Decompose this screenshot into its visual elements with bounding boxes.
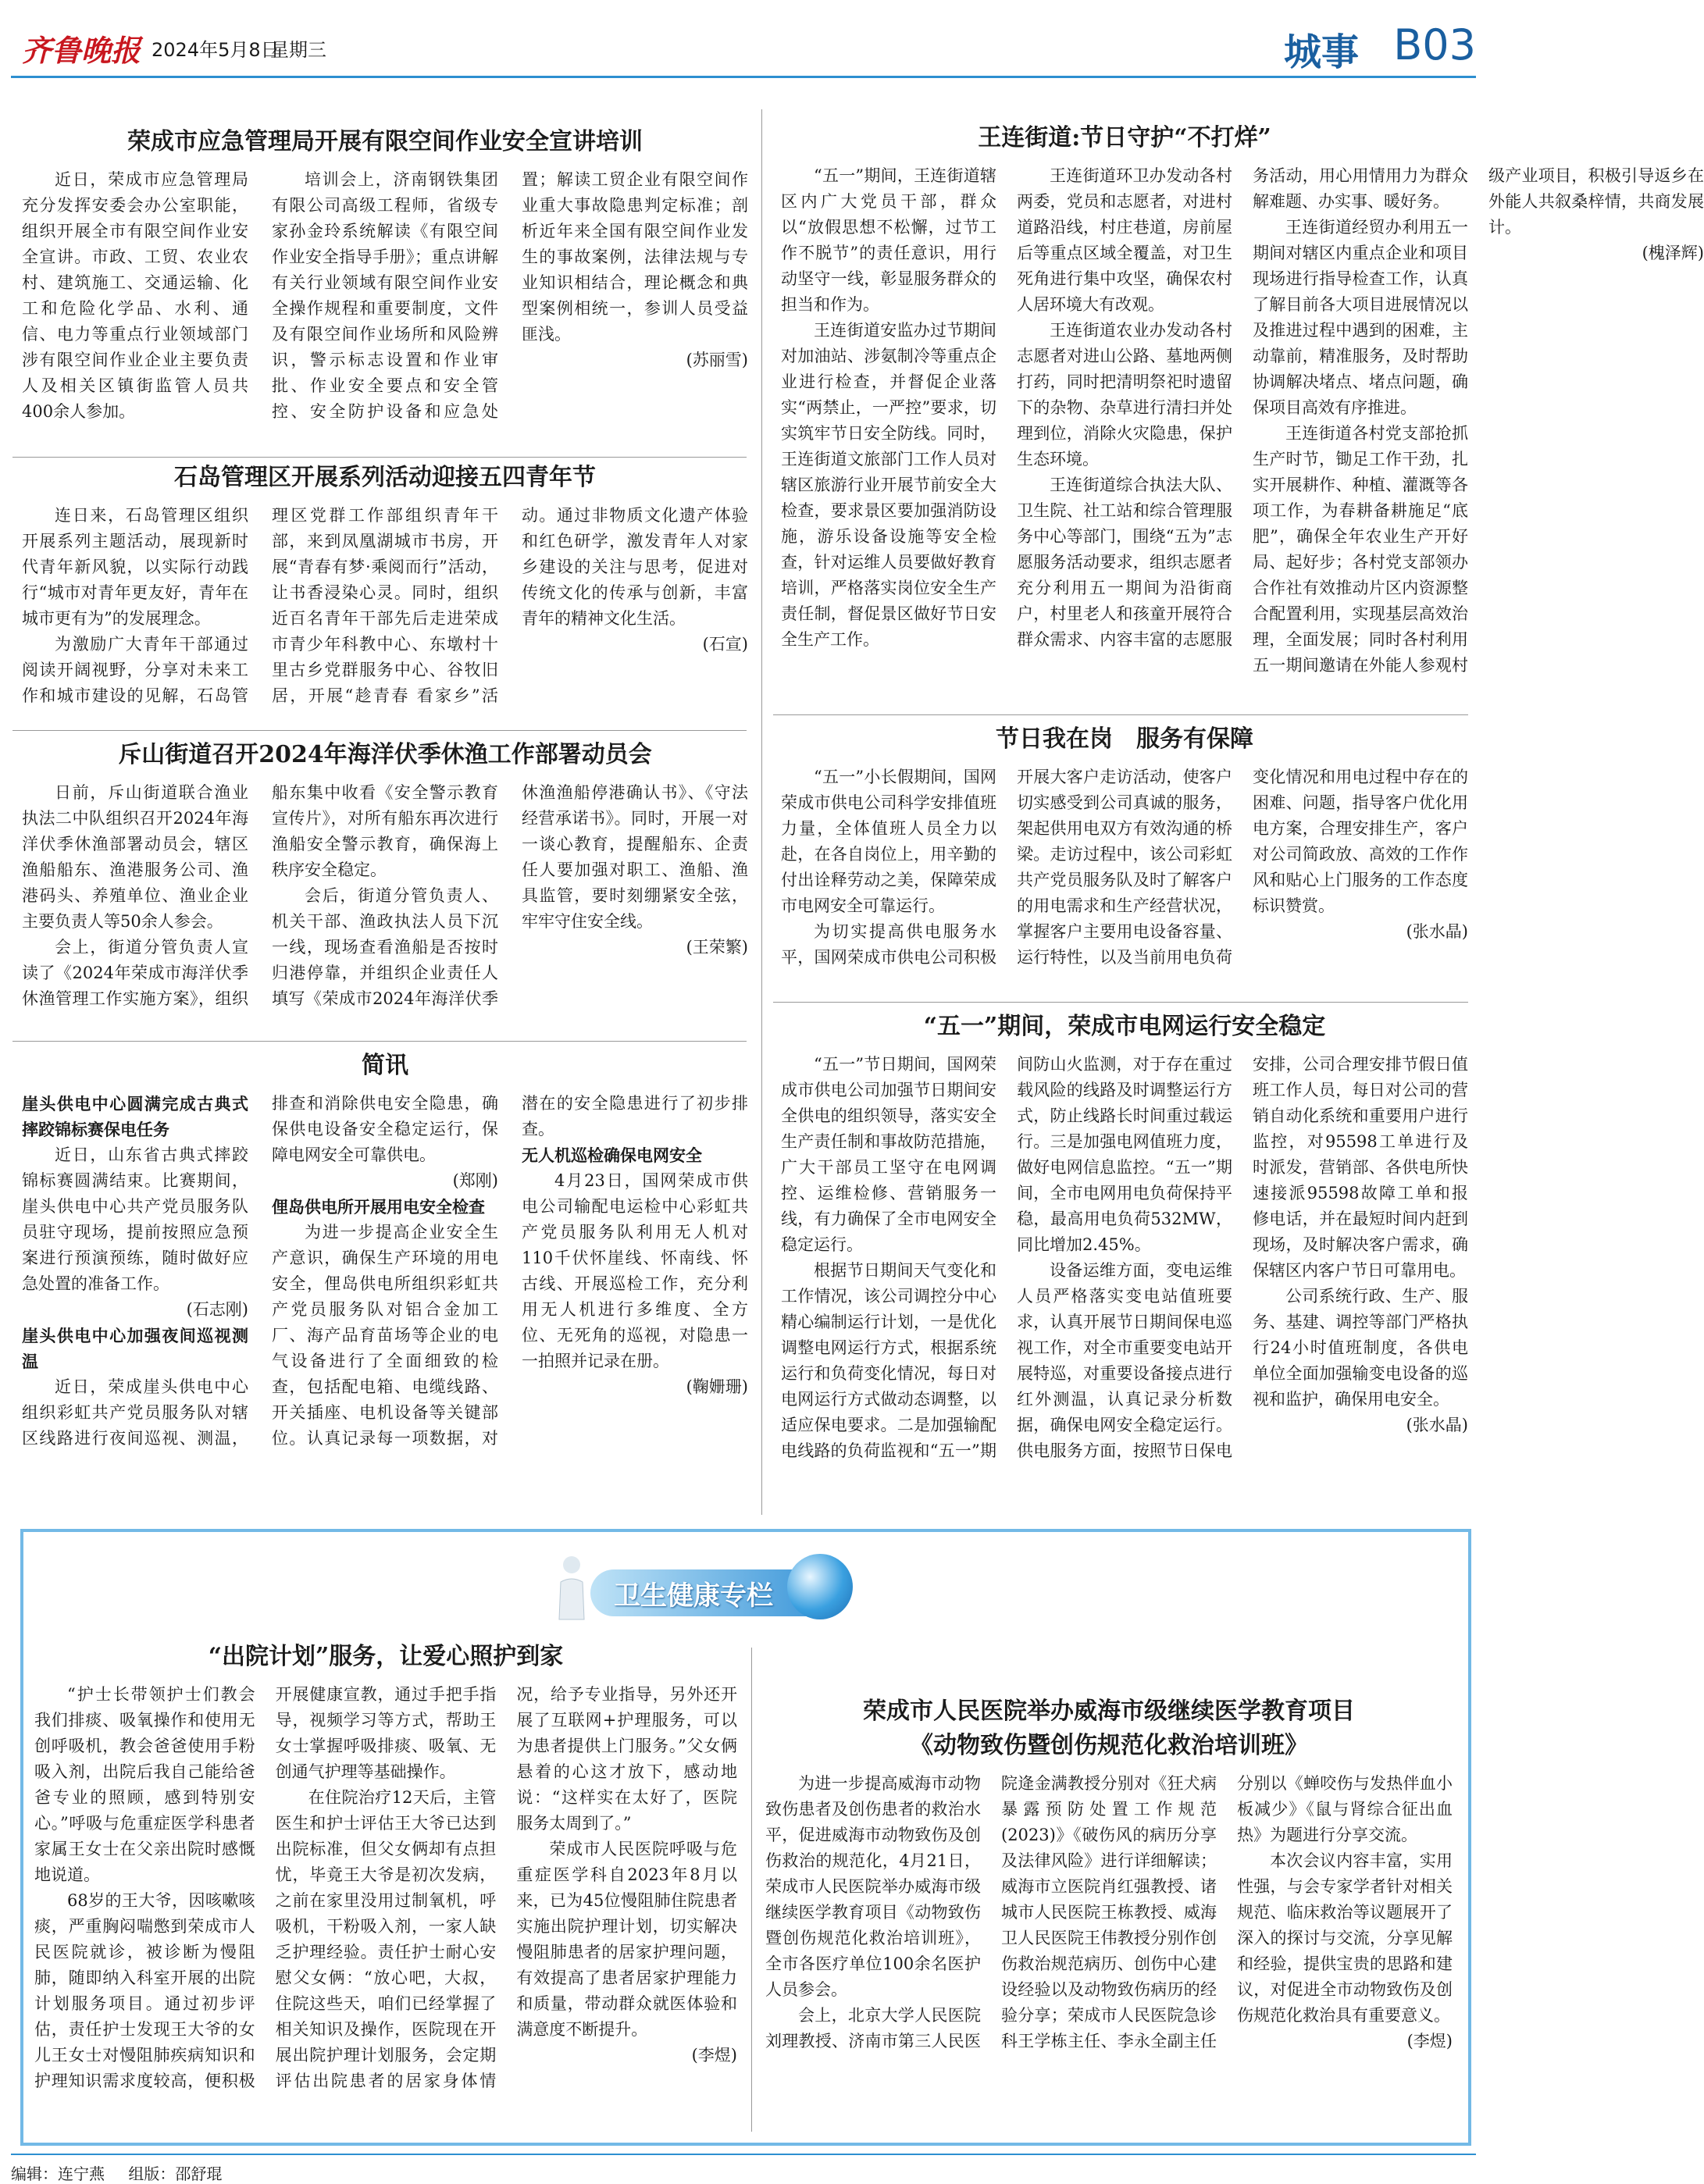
brief-item-title: 崖头供电中心加强夜间巡视测温 [22, 1326, 248, 1371]
article-title: “五一”期间，荣成市电网运行安全稳定 [923, 1013, 1326, 1040]
brief-item-text: 为进一步提高企业安全生产意识，确保生产环境的用电安全，俚岛供电所组织彩虹共产党员服务队对铝合金加工厂、海产品育苗场等企业的电气设备进行了全面细致的检查，包括配电箱、电缆线路、开关插座、电机设备等关键部位。认真记录每一项数据，对潜在的安全隐患进行了初步排查。 [272, 1094, 748, 1448]
article-paragraph: 会后，街道分管负责人、机关干部、渔政执法人员下沉一线，现场查看渔船是否按时归港停靠，并组织企业责任人填写《荣成市2024年海洋伏季休渔渔船停港确认书》、《守法经营承诺书》。同时，开展一对一谈心教育，提醒船东、企责任人要加强对职工、渔船、渔具监管，要时刻绷紧安全弦，牢牢守住安全线。 [272, 783, 748, 1008]
designer-credit: 组版：邵舒琨 [128, 2164, 223, 2183]
article-title: 荣成市应急管理局开展有限空间作业安全宣讲培训 [127, 128, 643, 155]
column-divider [761, 109, 762, 1515]
article-paragraph: “五一”节日期间，国网荣成市供电公司加强节日期间安全供电的组织领导，落实安全生产责任制和事故防范措施，广大干部员工坚守在电网调控、运维检修、营销服务一线，有力确保了全市电网安全稳定运行。 [781, 1055, 996, 1254]
article-title: 节日我在岗 服务有保障 [996, 725, 1253, 753]
article-paragraph: 王连街道经贸办利用五一期间对辖区内重点企业和项目现场进行指导检查工作，认真了解目前各大项目进展情况以及推进过程中遇到的困难，主动靠前，精准服务，及时帮助协调解决堵点、堵点问题，确保项目高效有序推进。 [1253, 218, 1468, 417]
article-paragraph: 68岁的王大爷，因咳嗽咳痰，严重胸闷喘憋到荣成市人民医院就诊，被诊断为慢阻肺，随即纳入科室开展的出院计划服务项目。通过初步评估，责任护士发现王大爷的女儿王女士对慢阻肺疾病知识和护理知识需求度较高，便积极开展健康宣教，通过手把手指导，视频学习等方式，帮助王女士掌握呼吸排痰、吸氧、无创通气护理等基础操作。 [34, 1685, 497, 2090]
article-paragraph: “五一”小长假期间，国网荣成市供电公司科学安排值班力量，全体值班人员全力以赴，在各自岗位上，用辛勤的付出诠释劳动之美，保障荣成市电网安全可靠运行。 [781, 768, 996, 915]
editor-credit: 编辑：连宁燕 [11, 2164, 105, 2183]
brief-item-text: 近日，山东省古典式摔跤锦标赛圆满结束。比赛期间，崖头供电中心共产党员服务队员驻守现场，提前按照应急预案进行预演预练，随时做好应急处置的准备工作。 [22, 1145, 248, 1293]
article-discharge-plan [34, 1640, 737, 2139]
article-paragraph: 公司系统行政、生产、服务、基建、调控等部门严格执行24小时值班制度，各供电单位全面加强输变电设备的巡视和监护，确保用电安全。 [1253, 1287, 1468, 1409]
brief-title: 简讯 [362, 1052, 408, 1079]
brief-byline: (郑刚) [452, 1171, 498, 1190]
brief-news [22, 1049, 748, 1513]
article-byline: (李煜) [1406, 2032, 1453, 2050]
brief-item-text: 4月23日，国网荣成市供电公司输配电运检中心彩虹共产党员服务队利用无人机对110千伏怀崖线、怀南线、怀古线、开展巡检工作，充分利用无人机进行多维度、全方位、无死角的巡视，对隐患一一拍照并记录在册。 [522, 1171, 748, 1370]
article-byline: (张水晶) [1406, 1416, 1468, 1434]
masthead [11, 16, 1476, 78]
banner-title: 卫生健康专栏 [614, 1580, 773, 1612]
article-paragraph: 日前，斥山街道联合渔业执法二中队组织召开2024年海洋伏季休渔部署动员会，辖区渔船船东、渔港服务公司、渔港码头、养殖单位、渔业企业主要负责人等50余人参会。 [22, 783, 248, 931]
newspaper-logo: 齐鲁晚报 [22, 33, 141, 68]
doctor-icon [556, 1554, 587, 1619]
row-divider [773, 714, 1468, 715]
article-paragraph: 本次会议内容丰富，实用性强，与会专家学者针对相关规范、临床救治等议题展开了深入的探讨与交流，分享见解和经验，提供宝贵的思路和建议，对促进全市动物致伤及创伤规范化救治具有重要意义。 [1237, 1851, 1453, 2025]
article-paragraph: 王连街道农业办发动各村志愿者对进山公路、墓地两侧打药，同时把清明祭祀时遗留下的杂物、杂草进行清扫并处理到位，消除火灾隐患，保护生态环境。 [1017, 321, 1232, 469]
article-paragraph: 会上，街道分管负责人宣读了《2024年荣成市海洋伏季休渔管理工作实施方案》，组织船东集中收看《安全警示教育宣传片》，对所有船东再次进行渔船安全警示教育，确保海上秩序安全稳定。 [22, 783, 498, 1008]
brief-byline: (鞠姗珊) [686, 1377, 748, 1396]
article-paragraph: 为切实提高供电服务水平，国网荣成市供电公司积极开展大客户走访活动，使客户切实感受到公司真诚的服务，架起供用电双方有效沟通的桥梁。走访过程中，该公司彩虹共产党员服务队及时了解客户的用电需求和生产经营状况，掌握客户主要用电设备容量、运行特性，以及当前用电负荷变化情况和用电过程中存在的困难、问题，指导客户优化用电方案，合理安排生产，客户对公司简政放、高效的工作作风和贴心上门服务的工作态度标识赞赏。 [781, 768, 1468, 967]
article-paragraph: 设备运维方面，变电运维人员严格落实变电站值班要求，认真开展节日期间保电巡视工作，对全市重要变电站开展特巡，对重要设备接点进行红外测温，认真记录分析数据，确保电网安全稳定运行。供电服务方面，按照节日保电安排，公司合理安排节假日值班工作人员，每日对公司的营销自动化系统和重要用户进行监控，对95598工单进行及时派发，营销部、各供电所快速接派95598故障工单和报修电话，并在最短时间内赶到现场，及时解决客户需求，确保辖区内客户节日可靠用电。 [1017, 1055, 1468, 1460]
article-youth-day [22, 461, 748, 726]
brief-item-title: 崖头供电中心圆满完成古典式摔跤锦标赛保电任务 [22, 1094, 248, 1139]
article-paragraph: 连日来，石岛管理区组织开展系列主题活动，展现新时代青年新风貌，以实际行动践行“城市对青年更友好，青年在城市更有为”的发展理念。 [22, 506, 248, 628]
row-divider [12, 1041, 747, 1042]
article-paragraph: 荣成市人民医院呼吸与危重症医学科自2023年8月以来，已为45位慢阻肺住院患者实施出院护理计划，切实解决慢阻肺患者的居家护理问题，有效提高了患者居家护理能力和质量，带动群众就医体验和满意度不断提升。 [516, 1840, 737, 2039]
article-byline: (苏丽雪) [686, 351, 748, 369]
article-fishing-moratorium [22, 738, 748, 1039]
article-paragraph: 会上，北京大学人民医院刘理教授、济南市第三人民医院逄金满教授分别对《狂犬病暴露预防处置工作规范(2023)》《破伤风的病历分享及法律风险》进行详细解读；威海市立医院肖红强教授、诸城市人民医院王栋教授、威海卫人民医院王伟教授分别作创伤救治规范病历、创伤中心建设经验以及动物致伤病历的经验分享；荣成市人民医院急诊科王学栋主任、李永全副主任分别以《蝉咬伤与发热伴血小板减少》《鼠与肾综合征出血热》为题进行分享交流。 [765, 1774, 1453, 2050]
article-byline: (王荣繁) [686, 938, 748, 957]
article-wanglian-holiday [781, 121, 1704, 711]
article-emergency-training [22, 125, 748, 453]
article-paragraph: 为激励广大青年干部通过阅读开阔视野，分享对未来工作和城市建设的见解，石岛管理区党群工作部组织青年干部，来到凤凰湖城市书房，开展“青春有梦·乘阅而行”活动，让书香浸染心灵。同时，组织近百名青年干部先后走进荣成市青少年科教中心、东墩村十里古乡党群服务中心、谷牧旧居，开展“趁青春 看家乡”活动。通过非物质文化遗产体验和红色研学，激发青年人对家乡建设的关注与思考，促进对传统文化的传承与创新，丰富青年的精神文化生活。 [22, 506, 748, 705]
article-title: 荣成市人民医院举办威海市级继续医学教育项目 [863, 1698, 1355, 1725]
article-paragraph: 根据节日期间天气变化和工作情况，该公司调控分中心精心编制运行计划，一是优化调整电网运行方式，根据系统运行和负荷变化情况，每日对电网运行方式做动态调整，以适应保电要求。二是加强输配电线路的负荷监视和“五一”期间防山火监测，对于存在重过载风险的线路及时调整运行方式，防止线路长时间重过载运行。三是加强电网值班力度，做好电网信息监控。“五一”期间，全市电网用电负荷保持平稳，最高用电负荷532MW，同比增加2.45%。 [781, 1055, 1232, 1460]
article-byline: (李煜) [691, 2046, 737, 2065]
issue-weekday: 星期三 [270, 39, 326, 61]
article-paragraph: 培训会上，济南钢铁集团有限公司高级工程师，省级专家孙金玲系统解读《有限空间作业安全指导手册》；重点讲解有关行业领域有限空间作业安全操作规程和重要制度，文件及有限空间作业场所和风险辨识，警示标志设置和作业审批、作业安全要点和安全管控、安全防护设备和应急处置；解读工贸企业有限空间作业重大事故隐患判定标准；剖析近年来全国有限空间作业发生的事故案例，法律法规与专业知识相结合，理论概念和典型案例相统一，参训人员受益匪浅。 [272, 170, 748, 421]
article-paragraph: “五一”期间，王连街道辖区内广大党员干部，群众以“放假思想不松懈，过节工作不脱节”的责任意识，用行动坚守一线，彰显服务群众的担当和作为。 [781, 166, 996, 314]
article-paragraph: 王连街道环卫办发动各村两委，党员和志愿者，对进村道路沿线，村庄巷道，房前屋后等重点区域全覆盖，对卫生死角进行集中攻坚，确保农村人居环境大有改观。 [1017, 166, 1232, 314]
globe-icon [787, 1554, 853, 1619]
article-title: 王连街道:节日守护“不打烊” [978, 124, 1271, 151]
article-paragraph: 近日，荣成市应急管理局充分发挥安委会办公室职能，组织开展全市有限空间作业安全宣讲。市政、工贸、农业农村、建筑施工、交通运输、化工和危险化学品、水利、通信、电力等重点行业领域部门涉有限空间作业企业主要负责人及相关区镇街监管人员共400余人参加。 [22, 170, 248, 421]
article-paragraph: 王连街道综合执法大队、卫生院、社工站和综合管理服务中心等部门，围绕“五为”志愿服务活动要求，组织志愿者充分利用五一期间为沿街商户，村里老人和孩童开展符合群众需求、内容丰富的志愿服务活动，用心用情用力为群众解难题、办实事、暖好务。 [1017, 166, 1468, 649]
article-byline: (石宣) [702, 635, 748, 654]
article-byline: (槐泽辉) [1642, 244, 1704, 262]
article-title: 斥山街道召开2024年海洋伏季休渔工作部署动员会 [118, 741, 652, 768]
row-divider [12, 457, 747, 458]
health-banner [590, 1554, 848, 1624]
section-title: 城事 [1283, 30, 1359, 74]
article-holiday-on-duty [781, 722, 1468, 999]
article-byline: (张水晶) [1406, 922, 1468, 941]
article-paragraph: 王连街道安监办过节期间对加油站、涉氨制冷等重点企业进行检查，并督促企业落实“两禁止，一严控”要求，切实筑牢节日安全防线。同时，王连街道文旅部门工作人员对辖区旅游行业开展节前安全大检查，要求景区要加强消防设施，游乐设备设施等安全检查，针对运维人员要做好教育培训，严格落实岗位安全生产责任制，督促景区做好节日安全生产工作。 [781, 321, 996, 649]
brief-item-text: 近日，荣成崖头供电中心组织彩虹共产党员服务队对辖区线路进行夜间巡视、测温，排查和消除供电安全隐患，确保供电设备安全稳定运行，保障电网安全可靠供电。 [22, 1094, 498, 1448]
row-divider [773, 1002, 1468, 1003]
column-divider [751, 1648, 752, 2132]
article-grid-safety [781, 1010, 1468, 1513]
article-paragraph: 在住院治疗12天后，主管医生和护士评估王大爷已达到出院标准，但父女俩却有点担忧，毕竟王大爷是初次发病，之前在家里没用过制氧机，呼吸机，干粉吸入剂，一家人缺乏护理经验。责任护士耐心安慰父女俩：“放心吧，大叔，住院这些天，咱们已经掌握了相关知识及操作，医院现在开展出院护理计划服务，会定期评估出院患者的居家身体情况，给予专业指导，另外还开展了互联网+护理服务，可以为患者提供上门服务。”父女俩悬着的心这才放下，感动地说：“这样实在太好了，医院服务太周到了。” [275, 1685, 737, 2090]
brief-byline: (石志刚) [186, 1300, 248, 1319]
article-paragraph: “护士长带领护士们教会我们排痰、吸氧操作和使用无创呼吸机，教会爸爸使用手粉吸入剂，出院后我自己能给爸爸专业的照顾，感到特别安心。”呼吸与危重症医学科患者家属王女士在父亲出院时感慨地说道。 [34, 1685, 255, 1884]
issue-date: 2024年5月8日 [152, 39, 280, 61]
article-medical-training [765, 1694, 1453, 2139]
article-title: “出院计划”服务，让爱心照护到家 [208, 1643, 564, 1670]
brief-item-title: 无人机巡检确保电网安全 [522, 1145, 702, 1165]
page-number: B03 [1393, 20, 1476, 69]
row-divider [12, 730, 747, 731]
article-title: 石岛管理区开展系列活动迎接五四青年节 [174, 464, 596, 491]
article-paragraph: 为进一步提高威海市动物致伤患者及创伤患者的救治水平，促进威海市动物致伤及创伤救治的规范化，4月21日，荣成市人民医院举办威海市级继续医学教育项目《动物致伤暨创伤规范化救治培训班》，全市各医疗单位100余名医护人员参会。 [765, 1774, 981, 1999]
article-subtitle: 《动物致伤暨创伤规范化救治培训班》 [910, 1732, 1308, 1759]
article-paragraph: 王连街道各村党支部抢抓生产时节，锄足工作干劲，扎实开展耕作、种植、灌溉等各项工作，为春耕备耕施足“底肥”，确保全年农业生产开好局、起好步；各村党支部领办合作社有效推动片区内资源整合配置利用，实现基层高效治理，全面发展；同时各村利用五一期间邀请在外能人参观村级产业项目，积极引导返乡在外能人共叙桑梓情，共商发展计。 [1253, 166, 1704, 675]
brief-item-title: 俚岛供电所开展用电安全检查 [272, 1197, 485, 1217]
page-footer [11, 2154, 1476, 2184]
